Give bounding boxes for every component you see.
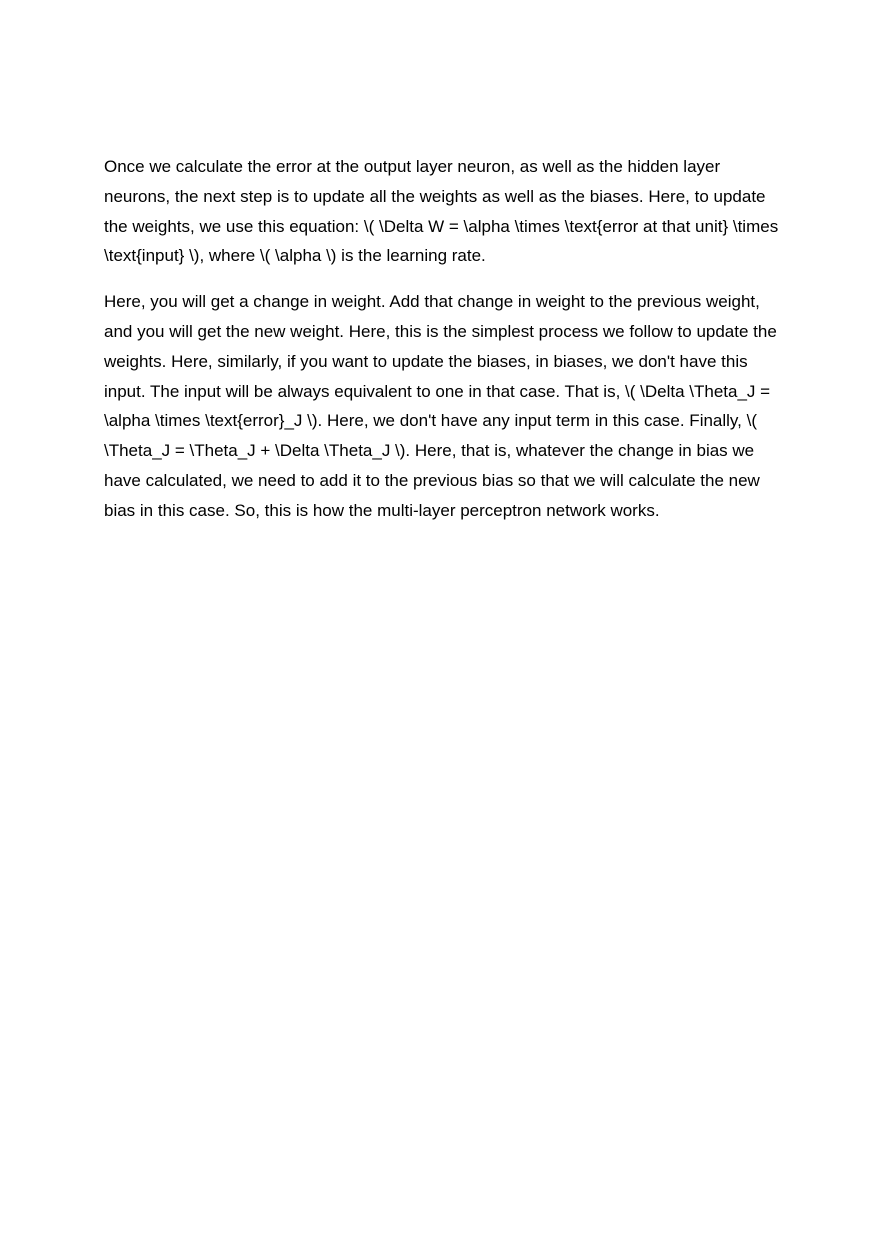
paragraph-weight-update: Once we calculate the error at the output layer neuron, as well as the hidden layer neurons, the next step is to update all the weights as well as the biases. Here, to update the weights, we use this equation: \( \Delta W = \alpha \times \text{error at that unit} \times \text{input} \), where \( \alpha \) is the learning rate. [104,157,779,266]
paragraph-bias-update: Here, you will get a change in weight. Add that change in weight to the previous weight, and you will get the new weight. Here, this is the simplest process we follow to update the weights. Here, similarly, if you want to update the biases, in biases, we don't have this input. The input will be always equivalent to one in that case. That is, \( \Delta \Theta_J = \alpha \times \text{error}_J \). Here, we don't have any input term in this case. Finally, \( \Theta_J = \Theta_J + \Delta \Theta_J \). Here, that is, whatever the change in bias we have calculated, we need to add it to the previous bias so that we will calculate the new bias in this case. So, this is how the multi-layer perceptron network works. [104,292,777,520]
document-body [104,152,779,542]
